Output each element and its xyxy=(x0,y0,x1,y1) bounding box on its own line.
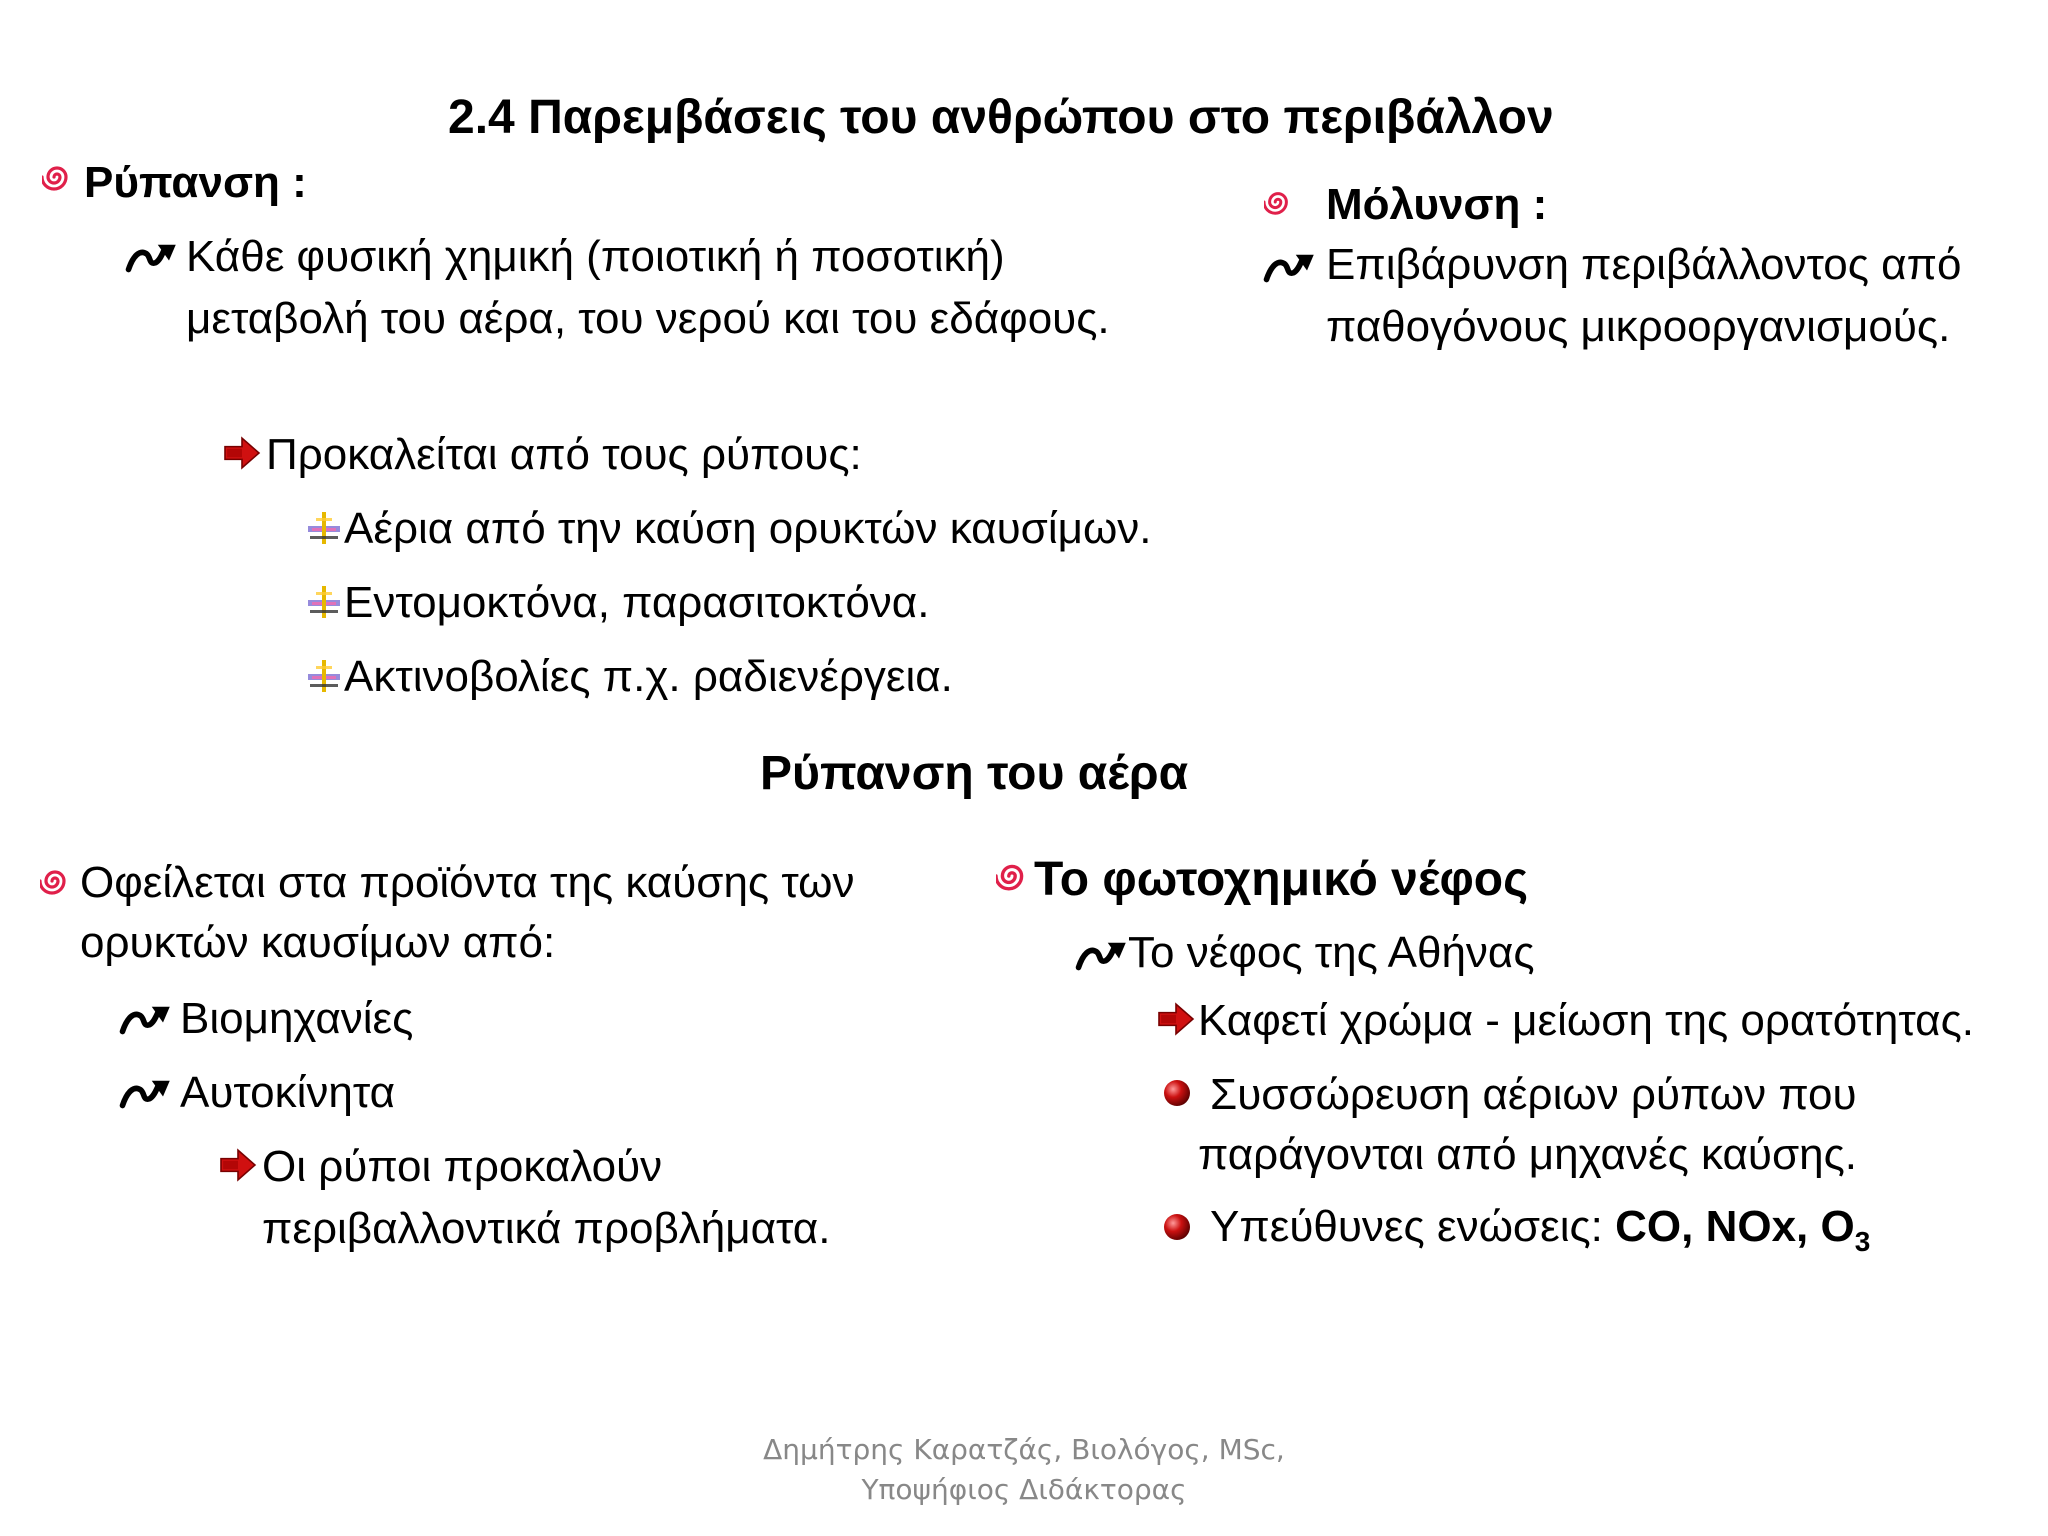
air-source-item: Αυτοκίνητα xyxy=(180,1068,396,1117)
air-intro-line2: ορυκτών καυσίμων από: xyxy=(80,918,556,967)
air-effect-line2: περιβαλλοντικά προβλήματα. xyxy=(262,1204,831,1253)
smog-point-2-line2: παράγονται από μηχανές καύσης. xyxy=(1198,1130,1858,1179)
smog-point-3 xyxy=(1210,1202,1870,1258)
red-arrow-icon xyxy=(1156,1002,1196,1036)
red-ball-icon xyxy=(1162,1212,1192,1242)
molynsi-heading: Μόλυνση : xyxy=(1326,180,1548,229)
rypansi-cause-item: Ακτινοβολίες π.χ. ραδιενέργεια. xyxy=(344,652,953,701)
footer-line2: Υποψήφιος Διδάκτορας xyxy=(861,1473,1187,1506)
rypansi-heading: Ρύπανση : xyxy=(84,158,307,207)
curved-arrow-icon xyxy=(1074,936,1128,972)
molynsi-definition-line1: Επιβάρυνση περιβάλλοντος από xyxy=(1326,240,1962,289)
air-pollution-heading: Ρύπανση του αέρα xyxy=(760,747,1189,800)
swirl-bullet-icon xyxy=(996,860,1028,892)
swirl-bullet-icon xyxy=(1264,188,1292,216)
curved-arrow-icon xyxy=(124,238,178,274)
footer-line1: Δημήτρης Καρατζάς, Βιολόγος, MSc, xyxy=(763,1433,1285,1466)
swirl-bullet-icon xyxy=(42,162,72,192)
plus-bullet-icon xyxy=(306,584,342,620)
molynsi-definition-line2: παθογόνους μικροοργανισμούς. xyxy=(1326,302,1951,351)
red-arrow-icon xyxy=(222,436,262,470)
air-source-item: Βιομηχανίες xyxy=(180,994,414,1043)
curved-arrow-icon xyxy=(118,1000,172,1036)
smog-point-2-line1: Συσσώρευση αέριων ρύπων που xyxy=(1210,1070,1857,1119)
smog-sub: Το νέφος της Αθήνας xyxy=(1128,928,1535,977)
curved-arrow-icon xyxy=(1262,248,1316,284)
smog-point-1: Καφετί χρώμα - μείωση της ορατότητας. xyxy=(1198,996,1975,1045)
page-title: 2.4 Παρεμβάσεις του ανθρώπου στο περιβάλλον xyxy=(448,91,1554,144)
smog-point-3-compounds: CO, NOx, O xyxy=(1615,1202,1855,1251)
curved-arrow-icon xyxy=(118,1074,172,1110)
rypansi-definition-line1: Κάθε φυσική χημική (ποιοτική ή ποσοτική) xyxy=(186,232,1005,281)
rypansi-definition-line2: μεταβολή του αέρα, του νερού και του εδάφους. xyxy=(186,294,1110,343)
red-ball-icon xyxy=(1162,1078,1192,1108)
rypansi-cause-item: Αέρια από την καύση ορυκτών καυσίμων. xyxy=(344,504,1152,553)
plus-bullet-icon xyxy=(306,510,342,546)
air-intro-line1: Οφείλεται στα προϊόντα της καύσης των xyxy=(80,858,855,907)
rypansi-cause-item: Εντομοκτόνα, παρασιτοκτόνα. xyxy=(344,578,930,627)
red-arrow-icon xyxy=(218,1148,258,1182)
smog-point-3-label: Υπεύθυνες ενώσεις: xyxy=(1210,1202,1616,1251)
air-effect-line1: Οι ρύποι προκαλούν xyxy=(262,1142,663,1191)
swirl-bullet-icon xyxy=(40,866,70,896)
smog-point-3-subscript: 3 xyxy=(1854,1225,1871,1257)
plus-bullet-icon xyxy=(306,658,342,694)
smog-heading: Το φωτοχημικό νέφος xyxy=(1034,853,1529,906)
rypansi-causes-heading: Προκαλείται από τους ρύπους: xyxy=(266,430,862,479)
footer-author xyxy=(0,1430,2048,1510)
